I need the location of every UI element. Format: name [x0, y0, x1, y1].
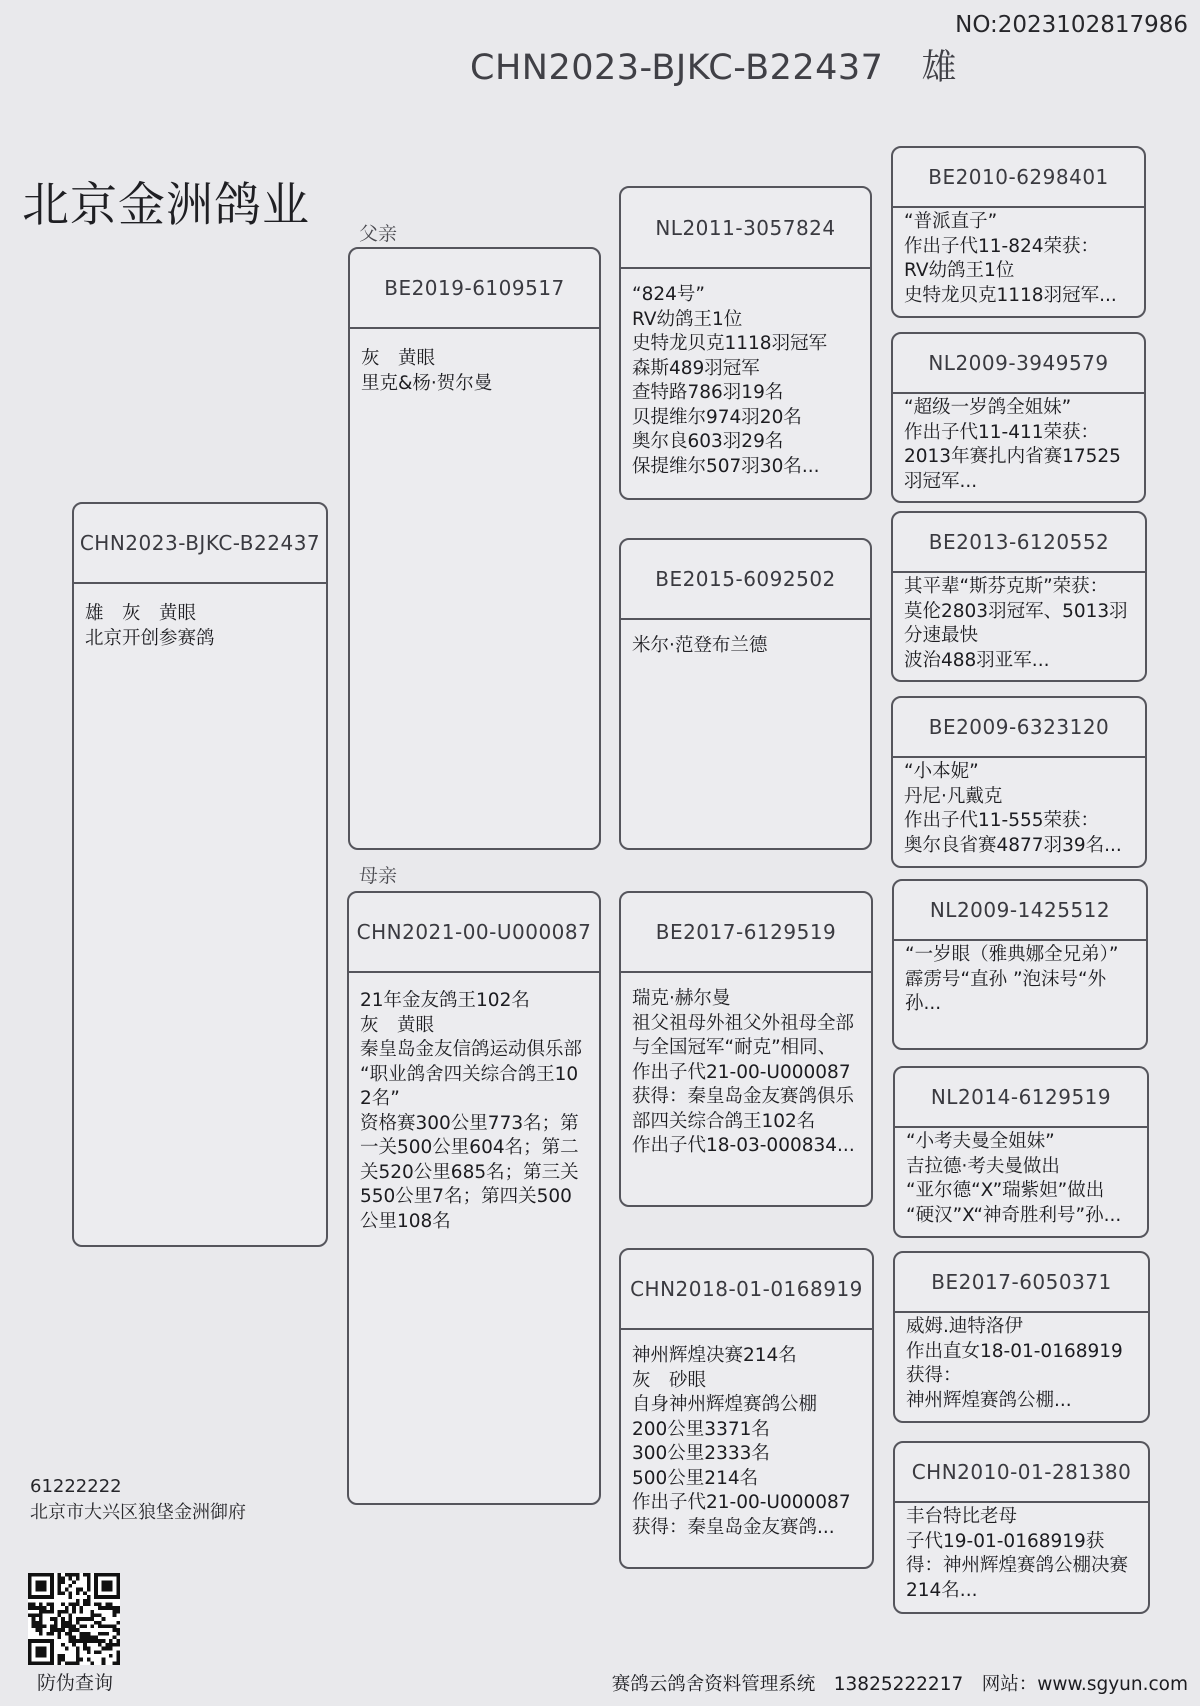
title-sex: 雄	[921, 48, 957, 88]
great-grandparent-card	[891, 332, 1146, 503]
great-grandparent-card	[891, 146, 1146, 318]
great-grandparent-ring: BE2009-6323120	[893, 698, 1145, 758]
footer-text: 赛鸽云鸽舍资料管理系统 13825222217 网站：www.sgyun.com	[611, 1674, 1188, 1695]
dam-card	[347, 891, 601, 1505]
great-grandparent-details: “小考夫曼全姐妹” 吉拉德·考夫曼做出 “亚尔德“X”瑞紫妲”做出 “硬汉”X“神奇胜利号”孙...	[906, 1131, 1122, 1226]
great-grandparent-details: “一岁眼（雅典娜全兄弟）” 霹雳号“直孙 ”泡沫号“外孙...	[905, 944, 1119, 1014]
great-grandparent-card	[891, 511, 1147, 682]
great-grandparent-ring: NL2009-3949579	[893, 334, 1144, 394]
dam-ring: CHN2021-00-U000087	[349, 893, 599, 973]
great-grandparent-card	[891, 696, 1147, 868]
subject-card	[72, 502, 328, 1247]
dam-sire-card	[619, 891, 873, 1207]
great-grandparent-ring: BE2010-6298401	[893, 148, 1144, 208]
dam-sire-ring: BE2017-6129519	[621, 893, 871, 973]
mother-label: 母亲	[359, 865, 398, 887]
great-grandparent-ring: CHN2010-01-281380	[895, 1443, 1148, 1503]
contact-address: 北京市大兴区狼垡金洲御府	[30, 1502, 246, 1523]
document-number: NO:2023102817986	[955, 12, 1188, 38]
sire-sire-details: “824号” RV幼鸽王1位 史特龙贝克1118羽冠军 森斯489羽冠军 查特路786羽19名 贝提维尔974羽20名 奥尔良603羽29名 保提维尔507羽30名...	[632, 284, 828, 477]
page-title	[470, 40, 957, 90]
title-ring-number: CHN2023-BJKC-B22437	[470, 48, 884, 88]
dam-dam-card	[619, 1248, 874, 1569]
great-grandparent-card	[893, 1441, 1150, 1614]
qr-label: 防伪查询	[37, 1672, 114, 1694]
great-grandparent-details: “小本妮” 丹尼·凡戴克 作出子代11-555荣获： 奥尔良省赛4877羽39名...	[904, 761, 1122, 856]
loft-name: 北京金洲鸽业	[22, 178, 310, 233]
contact-phone: 61222222	[30, 1476, 122, 1497]
dam-sire-details: 瑞克·赫尔曼 祖父祖母外祖父外祖母全部与全国冠军“耐克”相同、 作出子代21-00-U000087获得：秦皇岛金友赛鸽俱乐部四关综合鸽王102名 作出子代18-03-000834...	[632, 988, 855, 1156]
sire-ring: BE2019-6109517	[350, 249, 599, 329]
qr-code[interactable]	[28, 1573, 120, 1665]
father-label: 父亲	[359, 223, 398, 245]
great-grandparent-details: “超级一岁鸽全姐妹” 作出子代11-411荣获： 2013年赛扎内省赛17525羽冠军...	[904, 397, 1121, 492]
dam-dam-ring: CHN2018-01-0168919	[621, 1250, 872, 1330]
sire-dam-details: 米尔·范登布兰德	[632, 635, 768, 656]
sire-dam-ring: BE2015-6092502	[621, 540, 870, 620]
great-grandparent-details: “普派直子” 作出子代11-824荣获： RV幼鸽王1位 史特龙贝克1118羽冠军...	[904, 211, 1117, 306]
great-grandparent-details: 其平辈“斯芬克斯”荣获： 莫伦2803羽冠军、5013羽分速最快 波治488羽亚军...	[904, 576, 1128, 671]
great-grandparent-card	[893, 1066, 1149, 1238]
great-grandparent-ring: BE2017-6050371	[895, 1253, 1148, 1313]
dam-dam-details: 神州辉煌决赛214名 灰 砂眼 自身神州辉煌赛鸽公棚 200公里3371名 300公里2333名 500公里214名 作出子代21-00-U000087 获得：秦皇岛金友赛鸽...	[632, 1345, 851, 1538]
great-grandparent-ring: NL2014-6129519	[895, 1068, 1147, 1128]
subject-ring: CHN2023-BJKC-B22437	[74, 504, 326, 584]
great-grandparent-details: 丰台特比老母 子代19-01-0168919获得：神州辉煌赛鸽公棚决赛214名...	[906, 1506, 1129, 1601]
sire-dam-card	[619, 538, 872, 850]
great-grandparent-card	[893, 1251, 1150, 1423]
great-grandparent-ring: BE2013-6120552	[893, 513, 1145, 573]
great-grandparent-ring: NL2009-1425512	[894, 881, 1146, 941]
great-grandparent-details: 威姆.迪特洛伊 作出直女18-01-0168919获得： 神州辉煌赛鸽公棚...	[906, 1316, 1123, 1411]
dam-details: 21年金友鸽王102名 灰 黄眼 秦皇岛金友信鸽运动俱乐部 “职业鸽舍四关综合鸽王102名” 资格赛300公里773名；第一关500公里604名；第二关520公里685名；第三关550公里7名；第四关500公里108名	[360, 990, 583, 1232]
sire-card	[348, 247, 601, 850]
sire-sire-card	[619, 186, 872, 500]
great-grandparent-card	[892, 879, 1148, 1050]
sire-details: 灰 黄眼 里克&杨·贺尔曼	[361, 348, 493, 394]
subject-details: 雄 灰 黄眼 北京开创参赛鸽	[85, 603, 215, 649]
sire-sire-ring: NL2011-3057824	[621, 188, 870, 269]
